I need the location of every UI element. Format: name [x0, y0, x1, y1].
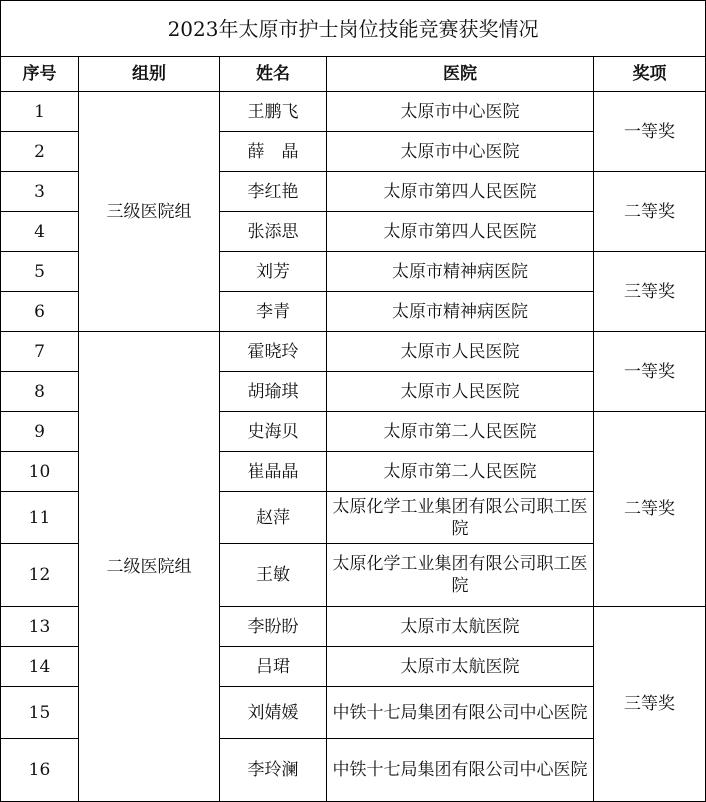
header-row: [1, 57, 706, 92]
row-name: 刘婧媛: [220, 687, 327, 739]
row-hospital: 太原市精神病医院: [327, 292, 594, 332]
award-cell-third: 三等奖: [594, 607, 706, 802]
award-cell-third: 三等奖: [594, 252, 706, 332]
row-name: 王敏: [220, 544, 327, 607]
award-cell-second: 二等奖: [594, 412, 706, 607]
row-name: 李青: [220, 292, 327, 332]
row-no: 6: [1, 292, 79, 332]
row-hospital: 中铁十七局集团有限公司中心医院: [327, 739, 594, 802]
row-hospital: 太原市人民医院: [327, 332, 594, 372]
header-no: 序号: [1, 57, 79, 92]
row-name: 霍晓玲: [220, 332, 327, 372]
row-no: 11: [1, 492, 79, 544]
row-name: 李盼盼: [220, 607, 327, 647]
row-no: 1: [1, 92, 79, 132]
row-no: 16: [1, 739, 79, 802]
row-hospital: 太原市太航医院: [327, 647, 594, 687]
row-no: 7: [1, 332, 79, 372]
row-no: 13: [1, 607, 79, 647]
award-cell-first: 一等奖: [594, 92, 706, 172]
row-no: 12: [1, 544, 79, 607]
row-no: 2: [1, 132, 79, 172]
row-name: 崔晶晶: [220, 452, 327, 492]
row-name: 薛 晶: [220, 132, 327, 172]
group-cell-level2: 二级医院组: [79, 332, 220, 802]
row-hospital: 太原市中心医院: [327, 92, 594, 132]
header-name: 姓名: [220, 57, 327, 92]
row-no: 4: [1, 212, 79, 252]
row-no: 9: [1, 412, 79, 452]
table-row: [1, 92, 706, 132]
row-name: 李红艳: [220, 172, 327, 212]
row-hospital: 太原化学工业集团有限公司职工医院: [327, 544, 594, 607]
row-hospital: 太原市人民医院: [327, 372, 594, 412]
row-hospital: 太原市太航医院: [327, 607, 594, 647]
row-no: 14: [1, 647, 79, 687]
row-name: 李玲澜: [220, 739, 327, 802]
row-no: 15: [1, 687, 79, 739]
row-hospital: 太原市第二人民医院: [327, 412, 594, 452]
row-name: 吕珺: [220, 647, 327, 687]
row-no: 3: [1, 172, 79, 212]
row-name: 张添思: [220, 212, 327, 252]
row-hospital: 太原化学工业集团有限公司职工医院: [327, 492, 594, 544]
row-name: 赵萍: [220, 492, 327, 544]
row-hospital: 太原市中心医院: [327, 132, 594, 172]
row-no: 10: [1, 452, 79, 492]
row-hospital: 中铁十七局集团有限公司中心医院: [327, 687, 594, 739]
row-hospital: 太原市第四人民医院: [327, 212, 594, 252]
row-hospital: 太原市精神病医院: [327, 252, 594, 292]
row-name: 胡瑜琪: [220, 372, 327, 412]
row-hospital: 太原市第四人民医院: [327, 172, 594, 212]
row-no: 5: [1, 252, 79, 292]
row-name: 刘芳: [220, 252, 327, 292]
table-row: [1, 332, 706, 372]
row-name: 王鹏飞: [220, 92, 327, 132]
table-title: 2023年太原市护士岗位技能竞赛获奖情况: [1, 1, 706, 57]
header-group: 组别: [79, 57, 220, 92]
row-hospital: 太原市第二人民医院: [327, 452, 594, 492]
award-cell-second: 二等奖: [594, 172, 706, 252]
row-no: 8: [1, 372, 79, 412]
header-award: 奖项: [594, 57, 706, 92]
row-name: 史海贝: [220, 412, 327, 452]
header-hospital: 医院: [327, 57, 594, 92]
group-cell-level3: 三级医院组: [79, 92, 220, 332]
award-cell-first: 一等奖: [594, 332, 706, 412]
